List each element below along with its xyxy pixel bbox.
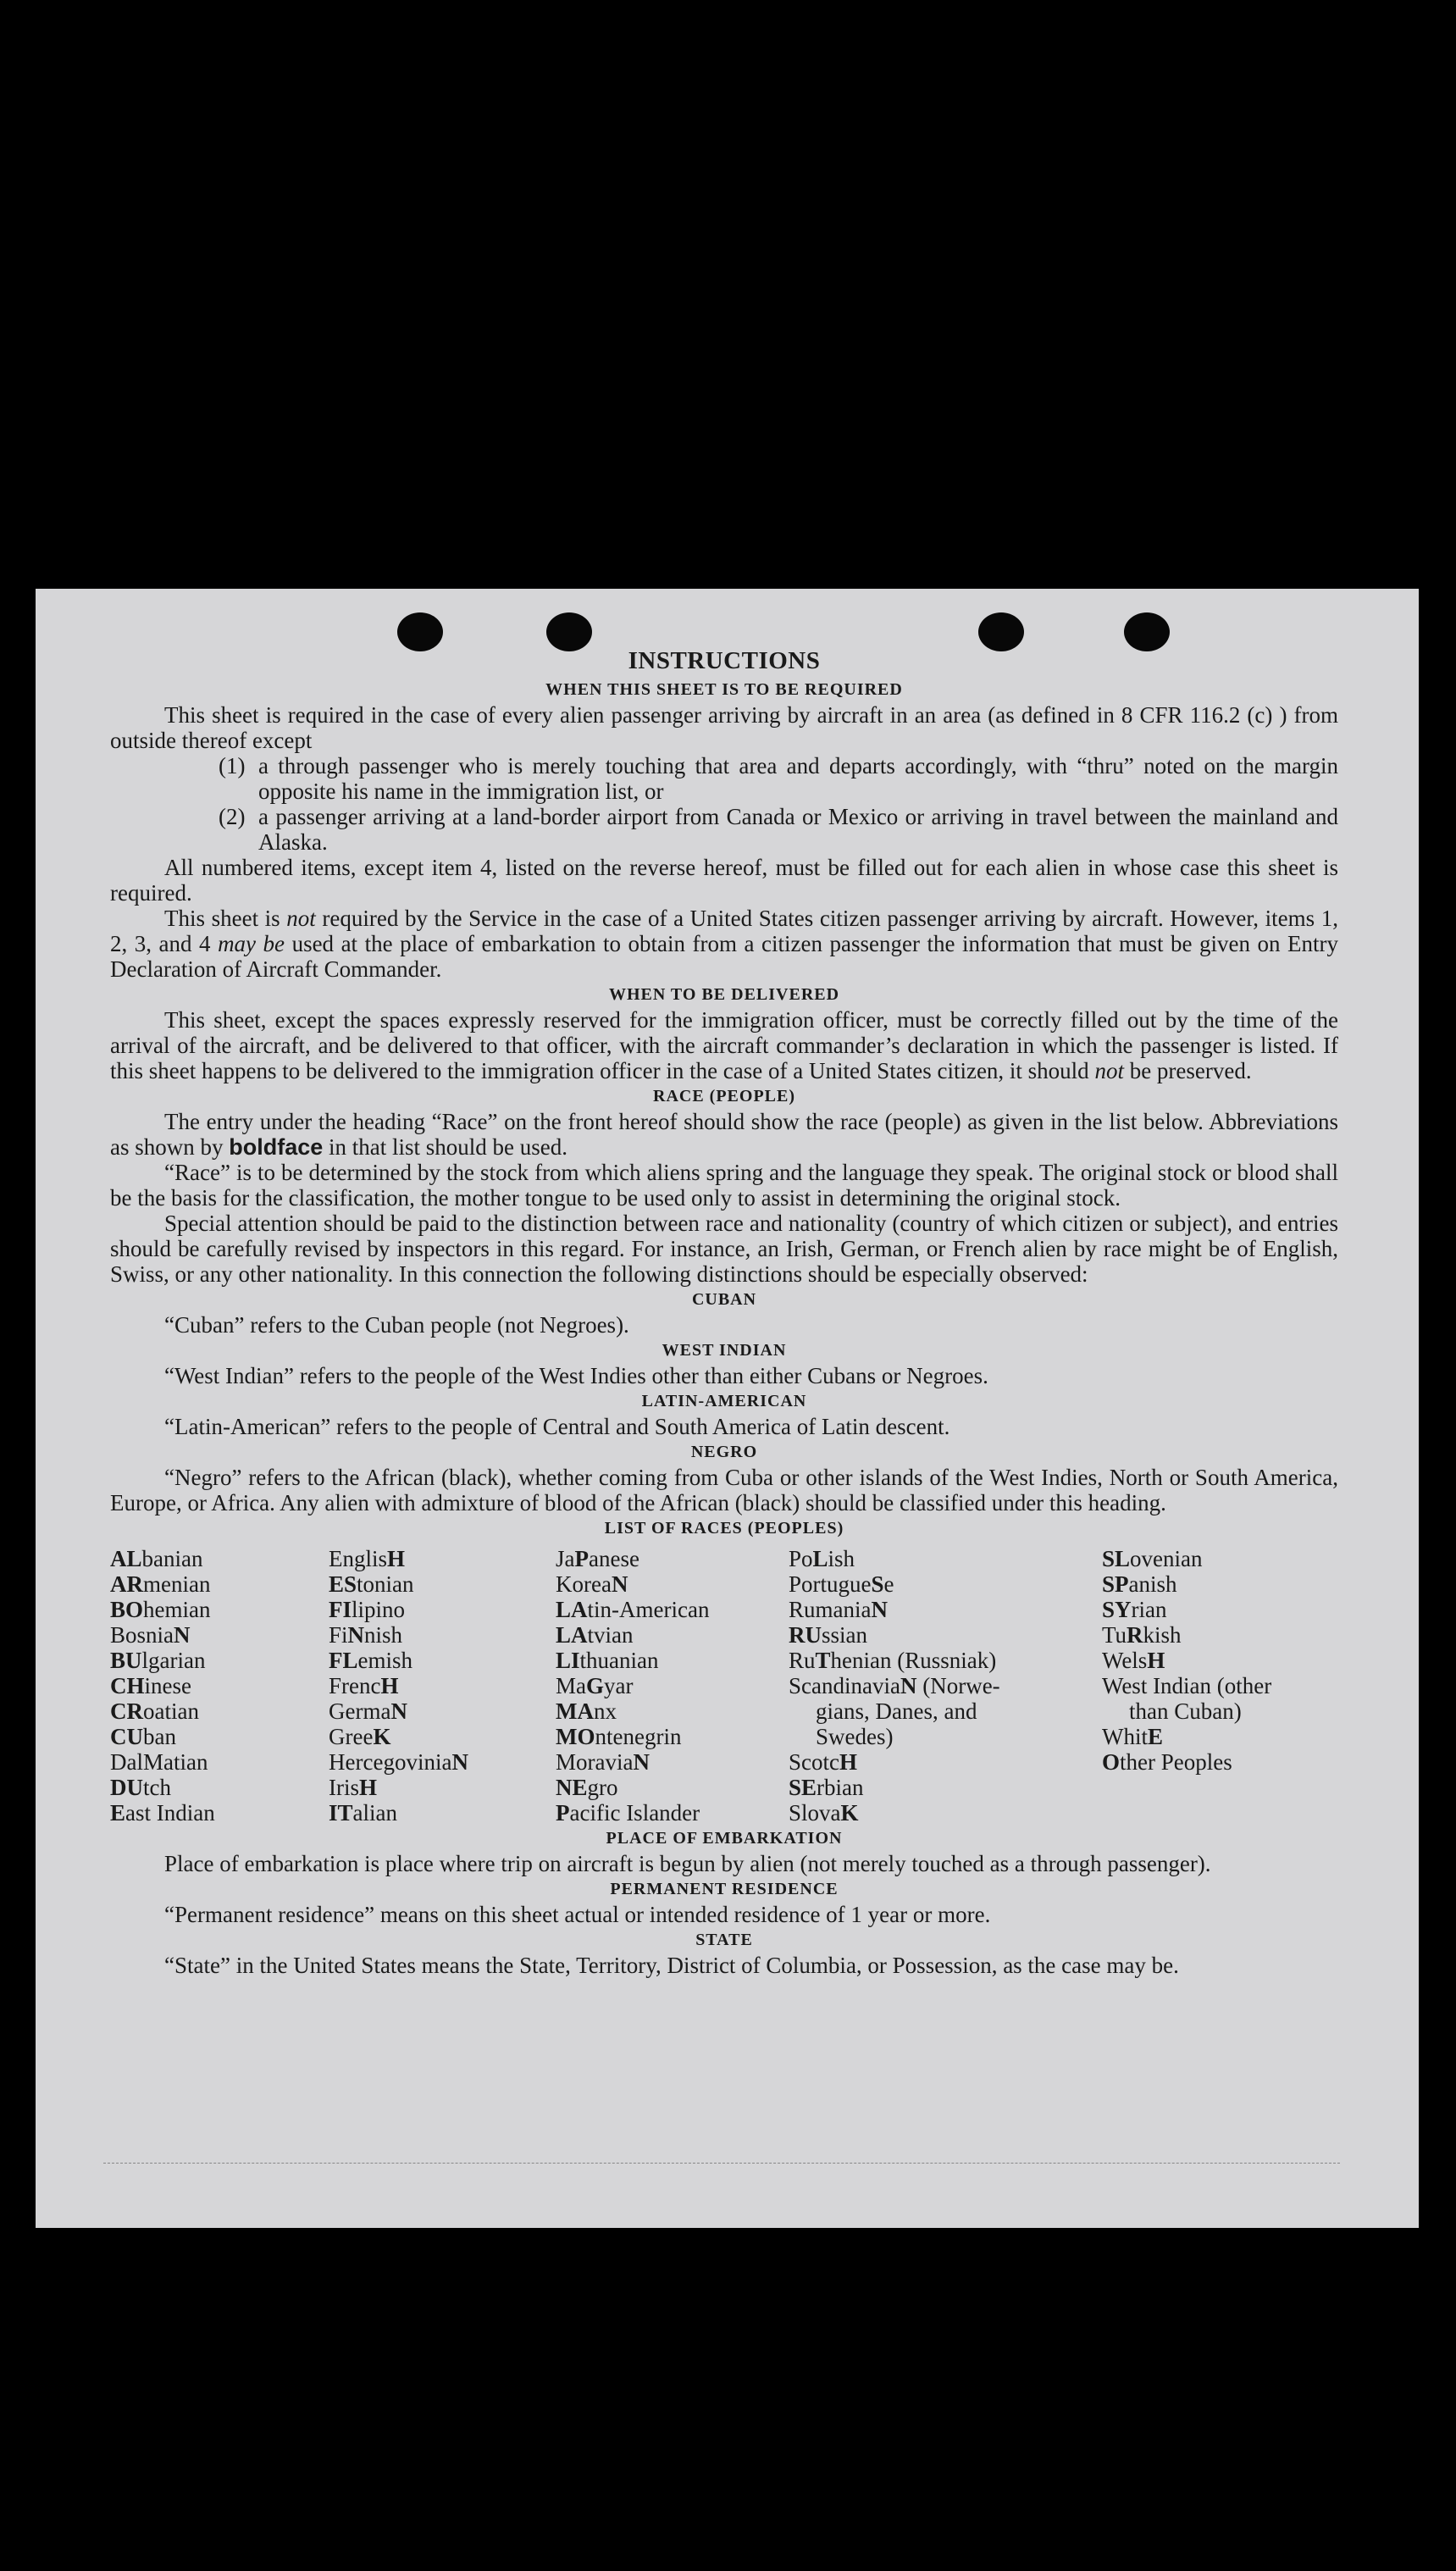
race-abbrev: S — [871, 1571, 884, 1597]
race-entry: LAtin-American — [556, 1597, 710, 1622]
paragraph: “Latin-American” refers to the people of Central and South America of Latin descent. — [164, 1414, 950, 1439]
paragraph: “Cuban” refers to the Cuban people (not Negroes). — [164, 1312, 629, 1338]
paragraph: Special attention should be paid to the distinction between race and nationality (country of which citizen or subject), and entries should be carefully revised by inspectors in this regard. For instance, an Irish, German, or French alien by race might be of English, Swiss, or any other nationality. In this connection the following distinctions should be especially observed: — [110, 1211, 1338, 1287]
race-abbrev: IT — [329, 1800, 353, 1826]
race-entry: GreeK — [329, 1724, 391, 1749]
race-entry: DalMatian — [110, 1749, 208, 1775]
race-entry: BosniaN — [110, 1622, 191, 1648]
heading-permanent-residence: PERMANENT RESIDENCE — [610, 1880, 839, 1898]
heading-list-of-races: LIST OF RACES (PEOPLES) — [604, 1519, 844, 1538]
race-abbrev: H — [359, 1775, 378, 1800]
race-entry: CHinese — [110, 1673, 191, 1698]
race-abbrev: SE — [789, 1775, 817, 1800]
race-entry: than Cuban) — [1129, 1698, 1242, 1724]
race-entry: Swedes) — [816, 1724, 894, 1749]
punch-hole — [1124, 612, 1170, 651]
paragraph: “West Indian” refers to the people of the West Indies other than either Cubans or Negroes. — [164, 1363, 988, 1388]
race-entry: LAtvian — [556, 1622, 634, 1648]
footer-rule — [103, 2163, 1340, 2164]
race-entry: WhitE — [1102, 1724, 1164, 1749]
paragraph — [110, 1109, 1338, 1160]
race-entry: GermaN — [329, 1698, 407, 1724]
heading-cuban: CUBAN — [691, 1290, 757, 1309]
race-entry: TuRkish — [1102, 1622, 1182, 1648]
race-abbrev: L — [812, 1546, 828, 1571]
race-abbrev: N — [871, 1597, 888, 1622]
race-abbrev: RU — [789, 1622, 822, 1648]
race-abbrev: FI — [329, 1597, 352, 1622]
race-abbrev: AR — [110, 1571, 143, 1597]
race-entry: SErbian — [789, 1775, 864, 1800]
race-entry: West Indian (other — [1102, 1673, 1272, 1698]
race-entry: SYrian — [1102, 1597, 1167, 1622]
paragraph — [110, 906, 1338, 982]
race-column — [110, 1546, 329, 1826]
race-entry: RumaniaN — [789, 1597, 888, 1622]
race-abbrev: T — [815, 1648, 831, 1673]
instructions-body — [110, 648, 1338, 1978]
race-entry: BUlgarian — [110, 1648, 206, 1673]
race-abbrev: LI — [556, 1648, 580, 1673]
list-item — [219, 804, 1338, 855]
race-entry: SLovenian — [1102, 1546, 1203, 1571]
race-abbrev: MA — [556, 1698, 594, 1724]
race-abbrev: BO — [110, 1597, 144, 1622]
race-abbrev: N — [451, 1749, 468, 1775]
race-abbrev: NE — [556, 1775, 588, 1800]
heading-delivered: WHEN TO BE DELIVERED — [608, 985, 840, 1004]
race-entry: EStonian — [329, 1571, 414, 1597]
race-entry: NEgro — [556, 1775, 618, 1800]
emphasis: not — [286, 906, 316, 931]
item-number: (2) — [219, 804, 246, 829]
race-abbrev: H — [1147, 1648, 1165, 1673]
race-entry: CRoatian — [110, 1698, 199, 1724]
punch-hole — [546, 612, 592, 651]
race-abbrev: H — [387, 1546, 406, 1571]
race-abbrev: BU — [110, 1648, 142, 1673]
race-entry: gians, Danes, and — [816, 1698, 977, 1724]
race-abbrev: ES — [329, 1571, 357, 1597]
punch-hole — [978, 612, 1024, 651]
punch-hole — [397, 612, 443, 651]
race-entry: LIthuanian — [556, 1648, 659, 1673]
paragraph: Place of embarkation is place where trip on aircraft is begun by alien (not merely touched as a through passenger). — [164, 1851, 1211, 1876]
race-entry: FrencH — [329, 1673, 399, 1698]
paragraph: This sheet is required in the case of every alien passenger arriving by aircraft in an area (as defined in 8 CFR 116.2 (c) ) from outside thereof except — [110, 702, 1338, 753]
race-abbrev: CR — [110, 1698, 143, 1724]
item-number: (1) — [219, 753, 246, 779]
paragraph: “Negro” refers to the African (black), whether coming from Cuba or other islands of the West Indies, North or South America, Europe, or Africa. Any alien with admixture of blood of the African (black) should be classified under this heading. — [110, 1465, 1338, 1515]
race-entry: PortugueSe — [789, 1571, 894, 1597]
race-abbrev: CU — [110, 1724, 143, 1749]
text-run: used at the place of embarkation to obtain from a citizen passenger the information that must be given on Entry Declaration of Aircraft Commander. — [110, 931, 1339, 982]
race-column — [1102, 1546, 1338, 1826]
race-abbrev: SL — [1102, 1546, 1131, 1571]
race-entry: CUban — [110, 1724, 176, 1749]
race-abbrev: DU — [110, 1775, 143, 1800]
item-text: a through passenger who is merely touching that area and departs accordingly, with “thru” noted on the margin opposite his name in the immigration list, or — [258, 753, 1338, 804]
race-entry: PoLish — [789, 1546, 855, 1571]
race-abbrev: R — [1127, 1622, 1143, 1648]
race-entry: FLemish — [329, 1648, 413, 1673]
race-entry: IrisH — [329, 1775, 378, 1800]
race-abbrev: P — [556, 1800, 570, 1826]
race-entry: EnglisH — [329, 1546, 406, 1571]
race-abbrev: H — [839, 1749, 858, 1775]
race-abbrev: O — [1102, 1749, 1121, 1775]
race-entry: JaPanese — [556, 1546, 639, 1571]
race-abbrev: G — [586, 1673, 605, 1698]
race-entry: Pacific Islander — [556, 1800, 700, 1826]
race-abbrev: N — [633, 1749, 650, 1775]
race-abbrev: P — [574, 1546, 589, 1571]
race-entry: SlovaK — [789, 1800, 859, 1826]
heading-race: RACE (PEOPLE) — [653, 1087, 795, 1105]
race-entry: RUssian — [789, 1622, 867, 1648]
race-abbrev: N — [611, 1571, 628, 1597]
bold-text: boldface — [229, 1134, 324, 1160]
race-entry: East Indian — [110, 1800, 215, 1826]
race-abbrev: LA — [556, 1597, 588, 1622]
list-item — [219, 753, 1338, 804]
race-entry: MoraviaN — [556, 1749, 650, 1775]
race-entry: KoreaN — [556, 1571, 628, 1597]
race-abbrev: LA — [556, 1622, 588, 1648]
race-entry: FIlipino — [329, 1597, 406, 1622]
heading-negro: NEGRO — [690, 1443, 758, 1461]
race-entry: MAnx — [556, 1698, 617, 1724]
race-abbrev: H — [380, 1673, 399, 1698]
heading-west-indian: WEST INDIAN — [662, 1341, 787, 1360]
paragraph: “Race” is to be determined by the stock from which aliens spring and the language they speak. The original stock or blood shall be the basis for the classification, the mother tongue to be used only to assist in determining the original stock. — [110, 1160, 1338, 1211]
race-column — [556, 1546, 789, 1826]
race-abbrev: E — [110, 1800, 126, 1826]
heading-required: WHEN THIS SHEET IS TO BE REQUIRED — [545, 680, 903, 699]
emphasis: not — [1094, 1058, 1124, 1083]
race-entry: ALbanian — [110, 1546, 203, 1571]
text-run: This sheet, except the spaces expressly reserved for the immigration officer, must be correctly filled out by the time of the arrival of the aircraft, and be delivered to that officer, with the aircraft commander’s declaration in which the passenger is listed. If this sheet happens to be delivered to the immigration officer in the case of a United States citizen, it should — [110, 1007, 1338, 1083]
text-run: in that list should be used. — [323, 1134, 568, 1160]
race-abbrev: FL — [329, 1648, 358, 1673]
race-entry: ScotcH — [789, 1749, 858, 1775]
race-entry: ScandinaviaN (Norwe- — [789, 1673, 1000, 1698]
page-title: INSTRUCTIONS — [628, 647, 821, 674]
race-entry: BOhemian — [110, 1597, 211, 1622]
instruction-sheet — [36, 589, 1419, 2228]
race-entry: HercegoviniaN — [329, 1749, 468, 1775]
paragraph — [110, 1007, 1338, 1083]
race-abbrev: N — [390, 1698, 407, 1724]
heading-embarkation: PLACE OF EMBARKATION — [606, 1829, 843, 1848]
text-run: This sheet is — [164, 906, 287, 931]
race-list — [110, 1546, 1338, 1826]
emphasis: may be — [218, 931, 285, 956]
race-entry: WelsH — [1102, 1648, 1165, 1673]
race-column — [789, 1546, 1102, 1826]
race-abbrev: N — [174, 1622, 191, 1648]
race-abbrev: SY — [1102, 1597, 1132, 1622]
race-abbrev: AL — [110, 1546, 142, 1571]
race-abbrev: E — [1148, 1724, 1164, 1749]
race-column — [329, 1546, 556, 1826]
race-entry: FiNnish — [329, 1622, 403, 1648]
item-text: a passenger arriving at a land-border airport from Canada or Mexico or arriving in travel between the mainland and Alaska. — [258, 804, 1338, 855]
race-abbrev: CH — [110, 1673, 145, 1698]
race-abbrev: N — [347, 1622, 365, 1648]
text-run: be preserved. — [1123, 1058, 1252, 1083]
race-entry: RuThenian (Russniak) — [789, 1648, 997, 1673]
race-abbrev: N — [900, 1673, 917, 1698]
text-run: required by the Service in the case of a United States citizen passenger arriving by aircraft. However, items 1, 2, 3, and 4 — [110, 906, 1338, 956]
race-abbrev: MO — [556, 1724, 595, 1749]
heading-latin-american: LATIN-AMERICAN — [641, 1392, 807, 1410]
race-entry: SPanish — [1102, 1571, 1177, 1597]
race-abbrev: K — [840, 1800, 859, 1826]
paragraph: All numbered items, except item 4, listed on the reverse hereof, must be filled out for each alien in whose case this sheet is required. — [110, 855, 1338, 906]
paragraph: “State” in the United States means the State, Territory, District of Columbia, or Possession, as the case may be. — [164, 1953, 1179, 1978]
race-entry: MOntenegrin — [556, 1724, 682, 1749]
race-entry: Other Peoples — [1102, 1749, 1232, 1775]
race-abbrev: K — [373, 1724, 391, 1749]
heading-state: STATE — [695, 1931, 753, 1949]
race-entry: MaGyar — [556, 1673, 634, 1698]
race-entry: ARmenian — [110, 1571, 211, 1597]
race-entry: DUtch — [110, 1775, 171, 1800]
paragraph: “Permanent residence” means on this sheet actual or intended residence of 1 year or more. — [164, 1902, 991, 1927]
race-abbrev: SP — [1102, 1571, 1129, 1597]
text-run: The entry under the heading “Race” on the front hereof should show the race (people) as given in the list below. Abbreviations as shown by — [110, 1109, 1338, 1160]
race-entry: ITalian — [329, 1800, 398, 1826]
